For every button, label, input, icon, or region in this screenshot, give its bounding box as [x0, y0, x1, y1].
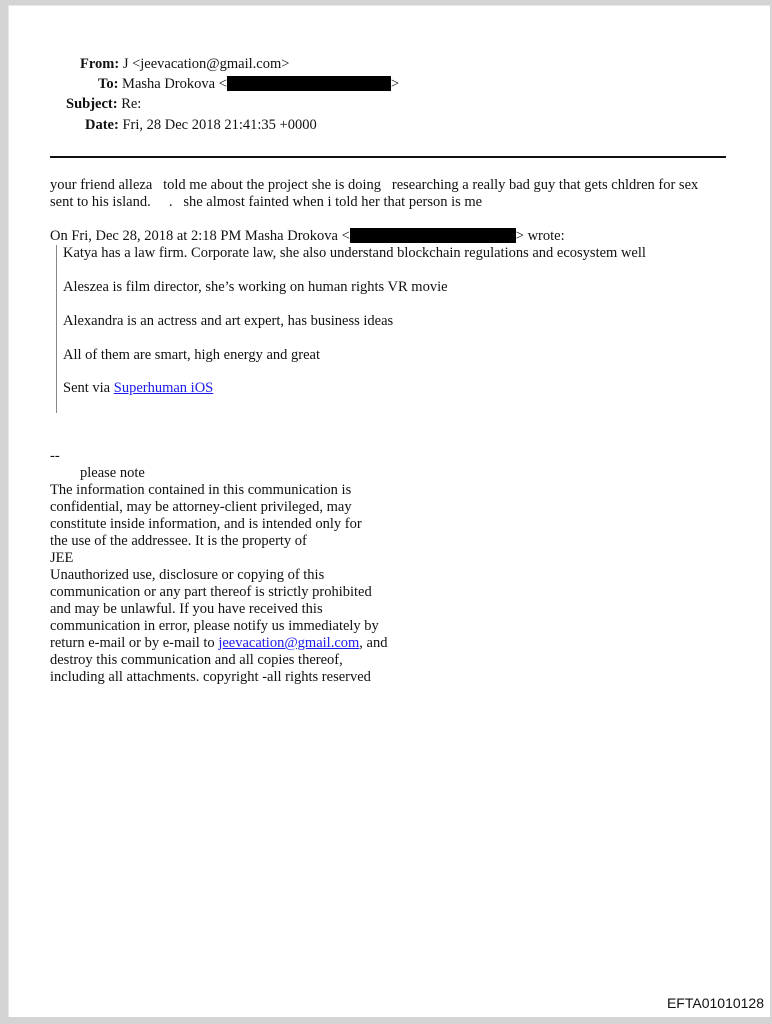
- from-label: From:: [80, 56, 120, 72]
- from-row: [80, 55, 289, 74]
- signature-line: including all attachments. copyright -all rights reserved: [50, 669, 371, 685]
- to-value-prefix: Masha Drokova <: [122, 76, 227, 92]
- body-line-1: your friend alleza told me about the project she is doing researching a really bad guy that gets chldren for sex: [50, 177, 699, 193]
- date-label: Date:: [85, 117, 119, 133]
- signature-line: JEE: [50, 550, 74, 566]
- attribution-prefix: On Fri, Dec 28, 2018 at 2:18 PM Masha Drokova <: [50, 228, 350, 244]
- subject-row: [66, 95, 141, 114]
- superhuman-link[interactable]: Superhuman iOS: [113, 380, 214, 396]
- sent-via-prefix: Sent via: [63, 380, 114, 396]
- quoted-line: Alexandra is an actress and art expert, has business ideas: [63, 313, 394, 329]
- bates-number: EFTA01010128: [666, 995, 764, 1011]
- quoted-line: Aleszea is film director, she’s working on human rights VR movie: [63, 279, 448, 295]
- signature-return-line: [50, 635, 387, 652]
- redaction-box: [350, 228, 516, 243]
- return-suffix: , and: [359, 635, 388, 651]
- signature-note: please note: [80, 465, 145, 481]
- quote-bar: [56, 245, 57, 413]
- signature-line: communication or any part thereof is strictly prohibited: [50, 584, 372, 600]
- date-value: Fri, 28 Dec 2018 21:41:35 +0000: [122, 117, 317, 133]
- subject-label: Subject:: [66, 96, 118, 112]
- signature-line: and may be unlawful. If you have received this: [50, 601, 323, 617]
- to-value-suffix: >: [390, 76, 400, 92]
- signature-line: confidential, may be attorney-client privileged, may: [50, 499, 352, 515]
- body-line-2: sent to his island. . she almost fainted when i told her that person is me: [50, 194, 483, 210]
- signature-line: Unauthorized use, disclosure or copying of this: [50, 567, 325, 583]
- document-page: [8, 5, 770, 1017]
- signature-dashes: --: [50, 448, 60, 464]
- quoted-line: All of them are smart, high energy and great: [63, 347, 321, 363]
- return-prefix: return e-mail or by e-mail to: [50, 635, 219, 651]
- quote-attribution: [50, 228, 565, 245]
- signature-line: destroy this communication and all copies thereof,: [50, 652, 343, 668]
- to-row: [98, 75, 399, 94]
- signature-line: the use of the addressee. It is the property of: [50, 533, 307, 549]
- date-row: [85, 116, 317, 135]
- sent-via-line: [63, 380, 213, 397]
- header-divider: [50, 156, 726, 158]
- signature-line: constitute inside information, and is intended only for: [50, 516, 362, 532]
- from-value: J <jeevacation@gmail.com>: [122, 56, 290, 72]
- redaction-box: [227, 76, 391, 91]
- subject-value: Re:: [121, 96, 142, 112]
- signature-line: The information contained in this communication is: [50, 482, 352, 498]
- to-label: To:: [98, 76, 119, 92]
- quoted-line: Katya has a law firm. Corporate law, she also understand blockchain regulations and ecosystem well: [63, 245, 646, 261]
- signature-line: communication in error, please notify us immediately by: [50, 618, 379, 634]
- email-link[interactable]: jeevacation@gmail.com: [218, 635, 360, 651]
- attribution-suffix: > wrote:: [515, 228, 565, 244]
